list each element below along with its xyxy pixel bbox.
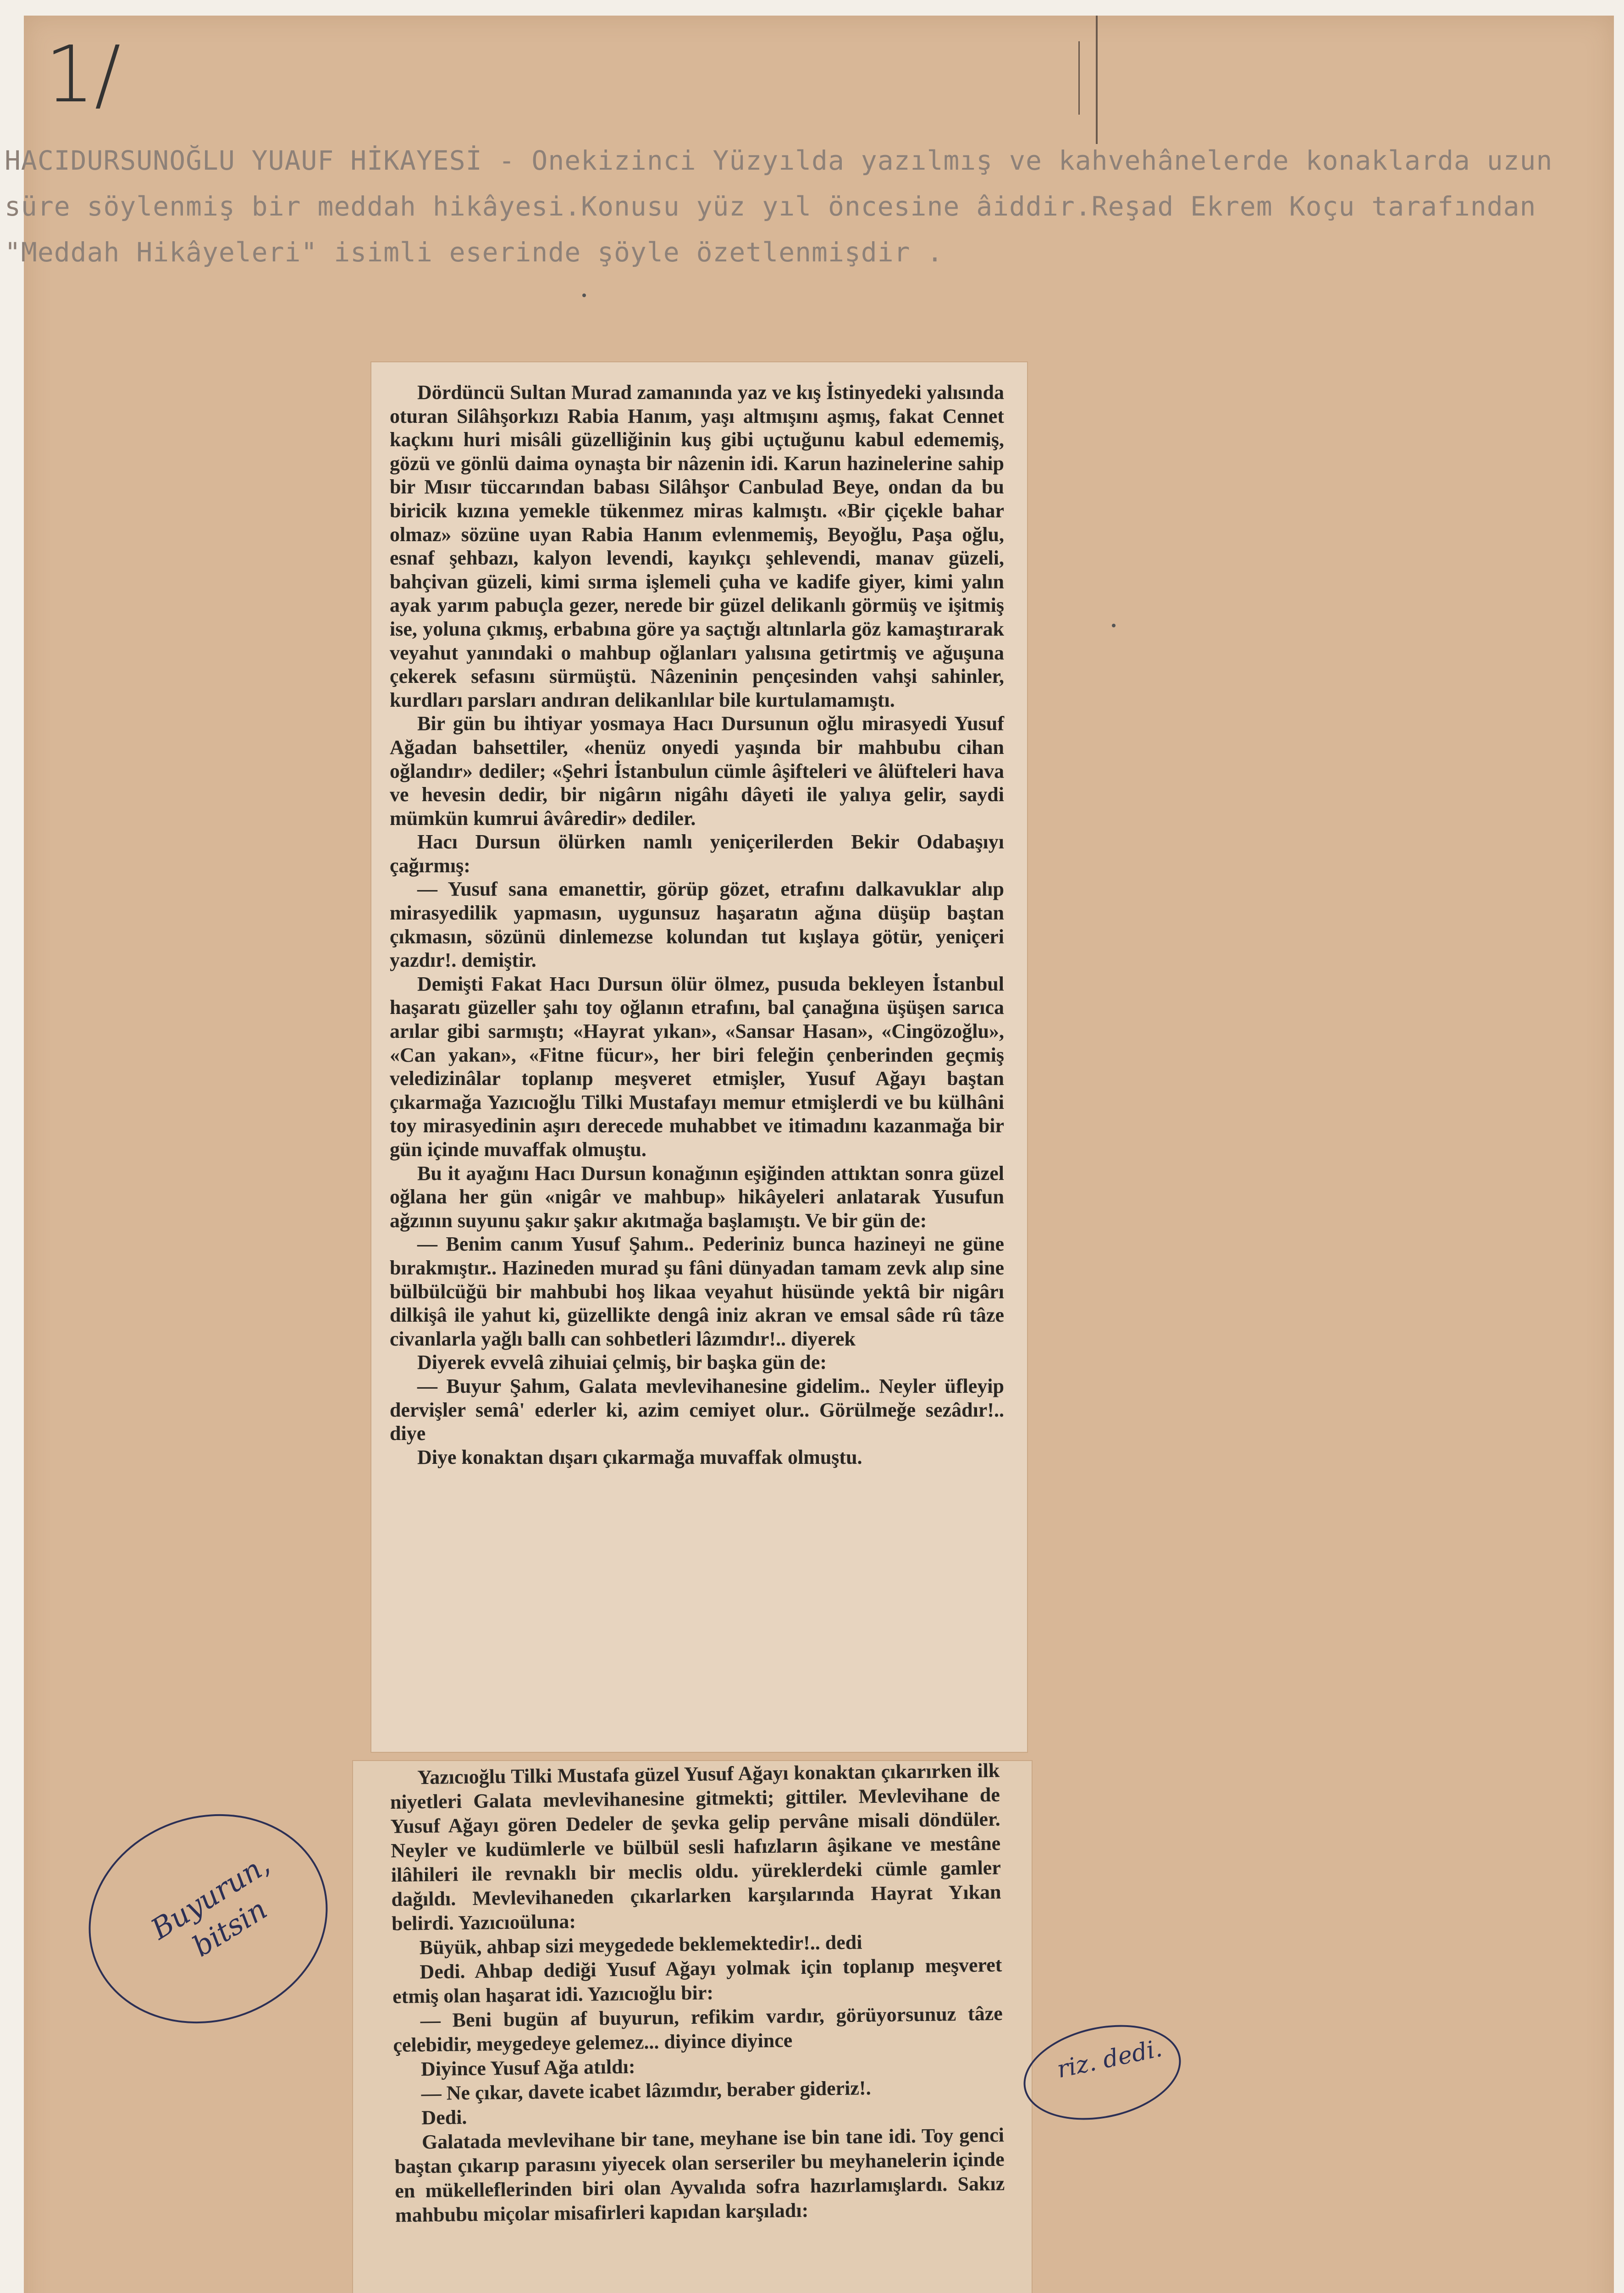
clipping-paragraph: Galatada mevlevihane bir tane, meyhane ise bin tane idi. Toy genci baştan çıkarıp parasını yiyecek olan serseriler bu meyhanelerin içinde en mükelleflerinden biri olan Ayvalıda sofra hazırlamışlardı. Sakız mahbubu miçolar misafirleri kapıdan karşıladı:: [394, 2123, 1005, 2227]
clipping-paragraph: Bir gün bu ihtiyar yosmaya Hacı Dursunun oğlu mirasyedi Yusuf Ağadan bahsettiler, «henüz onyedi yaşında bir mahbubu cihan oğlandır» dediler; «Şehri İstanbulun cümle âşifteleri ve âlüfteleri hava ve hevesin dedir, bir nigârın nigâhı dâyeti ile yalıya gelir, saydi mümkün kumrui âvâredir» dediler.: [390, 712, 1004, 830]
typed-header-paragraph: HACIDURSUNOĞLU YUAUF HİKAYESİ - Onekizinci Yüzyılda yazılmış ve kahvehânelerde konaklarda uzun süre söylenmiş bir meddah hikâyesi.Konusu yüz yıl öncesine âiddir.Reşad Ekrem Koçu tarafından "Meddah Hikâyeleri" isimli eserinde şöyle özetlenmişdir .: [5, 145, 1569, 268]
ink-dot: [1112, 624, 1116, 627]
fold-crease-secondary: [1078, 41, 1080, 115]
clipping-paragraph: Hacı Dursun ölürken namlı yeniçerilerden Bekir Odabaşıyı çağırmış:: [390, 831, 1004, 877]
page-number-mark: 1/: [45, 29, 121, 120]
clipping-paragraph: Dedi.: [421, 2106, 467, 2129]
clipping-1-text: [390, 381, 1004, 1469]
clipping-paragraph: — Buyur Şahım, Galata mevlevihanesine gidelim.. Neyler üfleyip dervişler semâ' ederler ki, azim cemiyet olur.. Görülmeğe sezâdır!.. diye: [390, 1374, 1004, 1445]
ink-dot: [582, 294, 586, 297]
clipping-paragraph: Diyerek evvelâ zihuiai çelmiş, bir başka gün de:: [417, 1351, 827, 1374]
clipping-paragraph: — Ne çıkar, davete icabet lâzımdır, beraber gideriz!.: [421, 2077, 871, 2105]
handwritten-note-right: riz. dedi.: [1055, 2034, 1165, 2084]
clipping-paragraph: — Beni bugün af buyurun, refikim vardır, görüyorsunuz tâze çelebidir, meygedeye gelemez... diyince diyince: [393, 2002, 1003, 2056]
clipping-paragraph: Dedi. Ahbap dediği Yusuf Ağayı yolmak için toplanıp meşveret etmiş olan haşarat idi. Yazıcıoğlu bir:: [392, 1953, 1002, 2008]
clipping-paragraph: Büyük, ahbap sizi meygedede beklemektedir!.. dedi: [419, 1931, 862, 1959]
clipping-paragraph: — Benim canım Yusuf Şahım.. Pederiniz bunca hazineyi ne güne bırakmıştır.. Hazineden murad şu fâni dünyadan tamam zevk alıp sine bülbülcüğü bir mahbubi hoş likaa veyahut hüsünde yektâ bir nigârı dilkişâ ile yahut ki, güzellikte dengâ iniz akran ve emsal sâde rû tâze civanlarla yağlı ballı can sohbetleri lâzımdır!.. diyerek: [390, 1233, 1004, 1350]
clipping-paragraph: — Yusuf sana emanettir, görüp gözet, etrafını dalkavuklar alıp mirasyedilik yapmasın, uygunsuz haşaratın ağına düşüp baştan çıkmasın, sözünü dinlemezse kolundan tut kışlaya götür, yeniçeri yazdır!. demiştir.: [390, 878, 1004, 972]
clipping-2-text: [390, 1758, 1005, 2227]
handwritten-note-left: Buyurun, bitsin: [145, 1847, 276, 1964]
clipping-paragraph: Yazıcıoğlu Tilki Mustafa güzel Yusuf Ağayı konaktan çıkarırken ilk niyetleri Galata mevlevihanesine gitmekti; gittiler. Mevlevihane de Yusuf Ağayı gören Dedeler de şevka gelip pervâne misali döndüler. Neyler ve kudümlerle ve bülbül sesli hafızların âşikane ve mestâne ilâhileri ile revnaklı bir meclis oldu. yüreklerdeki cümle gamler dağıldı. Mevlevihaneden çıkarlarken karşılarında Hayrat Yıkan belirdi. Yazıcıoüluna:: [390, 1759, 1001, 1935]
clipping-paragraph: Demişti Fakat Hacı Dursun ölür ölmez, pusuda bekleyen İstanbul haşaratı güzeller şahı toy oğlanın etrafını, bal çanağına üşüşen sarıca arılar gibi sarmıştı; «Hayrat yıkan», «Sansar Hasan», «Cingözoğlu», «Can yakan», «Fitne fücur», her biri feleğin çenberinden geçmiş veledizinâlar toplanıp meşveret etmişler, Yusuf Ağayı baştan çıkarmağa Yazıcıoğlu Tilki Mustafayı memur etmişlerdi ve bu külhâni toy mirasyedinin aşırı derecede muhabbet ve itimadını kazanmağa bir gün içinde muvaffak olmuştu.: [390, 972, 1004, 1161]
clipping-paragraph: Diyince Yusuf Ağa atıldı:: [420, 2055, 635, 2081]
clipping-paragraph: Diye konaktan dışarı çıkarmağa muvaffak olmuştu.: [417, 1446, 862, 1468]
clipping-paragraph: Dördüncü Sultan Murad zamanında yaz ve kış İstinyedeki yalısında oturan Silâhşorkızı Rabia Hanım, yaşı altmışını aşmış, fakat Cennet kaçkını huri misâli güzelliğinin kuş gibi uçtuğunu kabul edememiş, gözü ve gönlü daima oynaşta bir nâzenin idi. Karun hazinelerine sahip bir Mısır tüccarından babası Silâhşor Canbulad Beye, ondan da bu biricik kızına yemekle tükenmez miras kalmıştı. «Bir çiçekle bahar olmaz» sözüne uyan Rabia Hanım evlenmemiş, Beyoğlu, Paşa oğlu, esnaf şehbazı, kalyon levendi, kayıkçı şehlevendi, manav güzeli, bahçivan güzeli, kimi sırma işlemeli çuha ve kadife giyer, kimi yalın ayak yarım pabuçla gezer, nerede bir güzel delikanlı görmüş ve işitmiş ise, yoluna çıkmış, erbabına göre ya saçtığı altınlarla göz kamaştırarak veyahut yanındaki o mahbup oğlanları yalısına getirtmiş ve ağuşuna çekerek sefasını sürmüştü. Nâzeninin pençesinden vahşi sahinler, kurdları parsları andıran delikanlılar bile kurtulamamıştı.: [390, 381, 1004, 711]
clipping-paragraph: Bu it ayağını Hacı Dursun konağının eşiğinden attıktan sonra güzel oğlana her gün «nigâr ve mahbup» hikâyeleri anlatarak Yusufun ağzının suyunu şakır şakır akıtmağa başlamıştı. Ve bir gün de:: [390, 1162, 1004, 1232]
fold-crease: [1096, 16, 1098, 144]
